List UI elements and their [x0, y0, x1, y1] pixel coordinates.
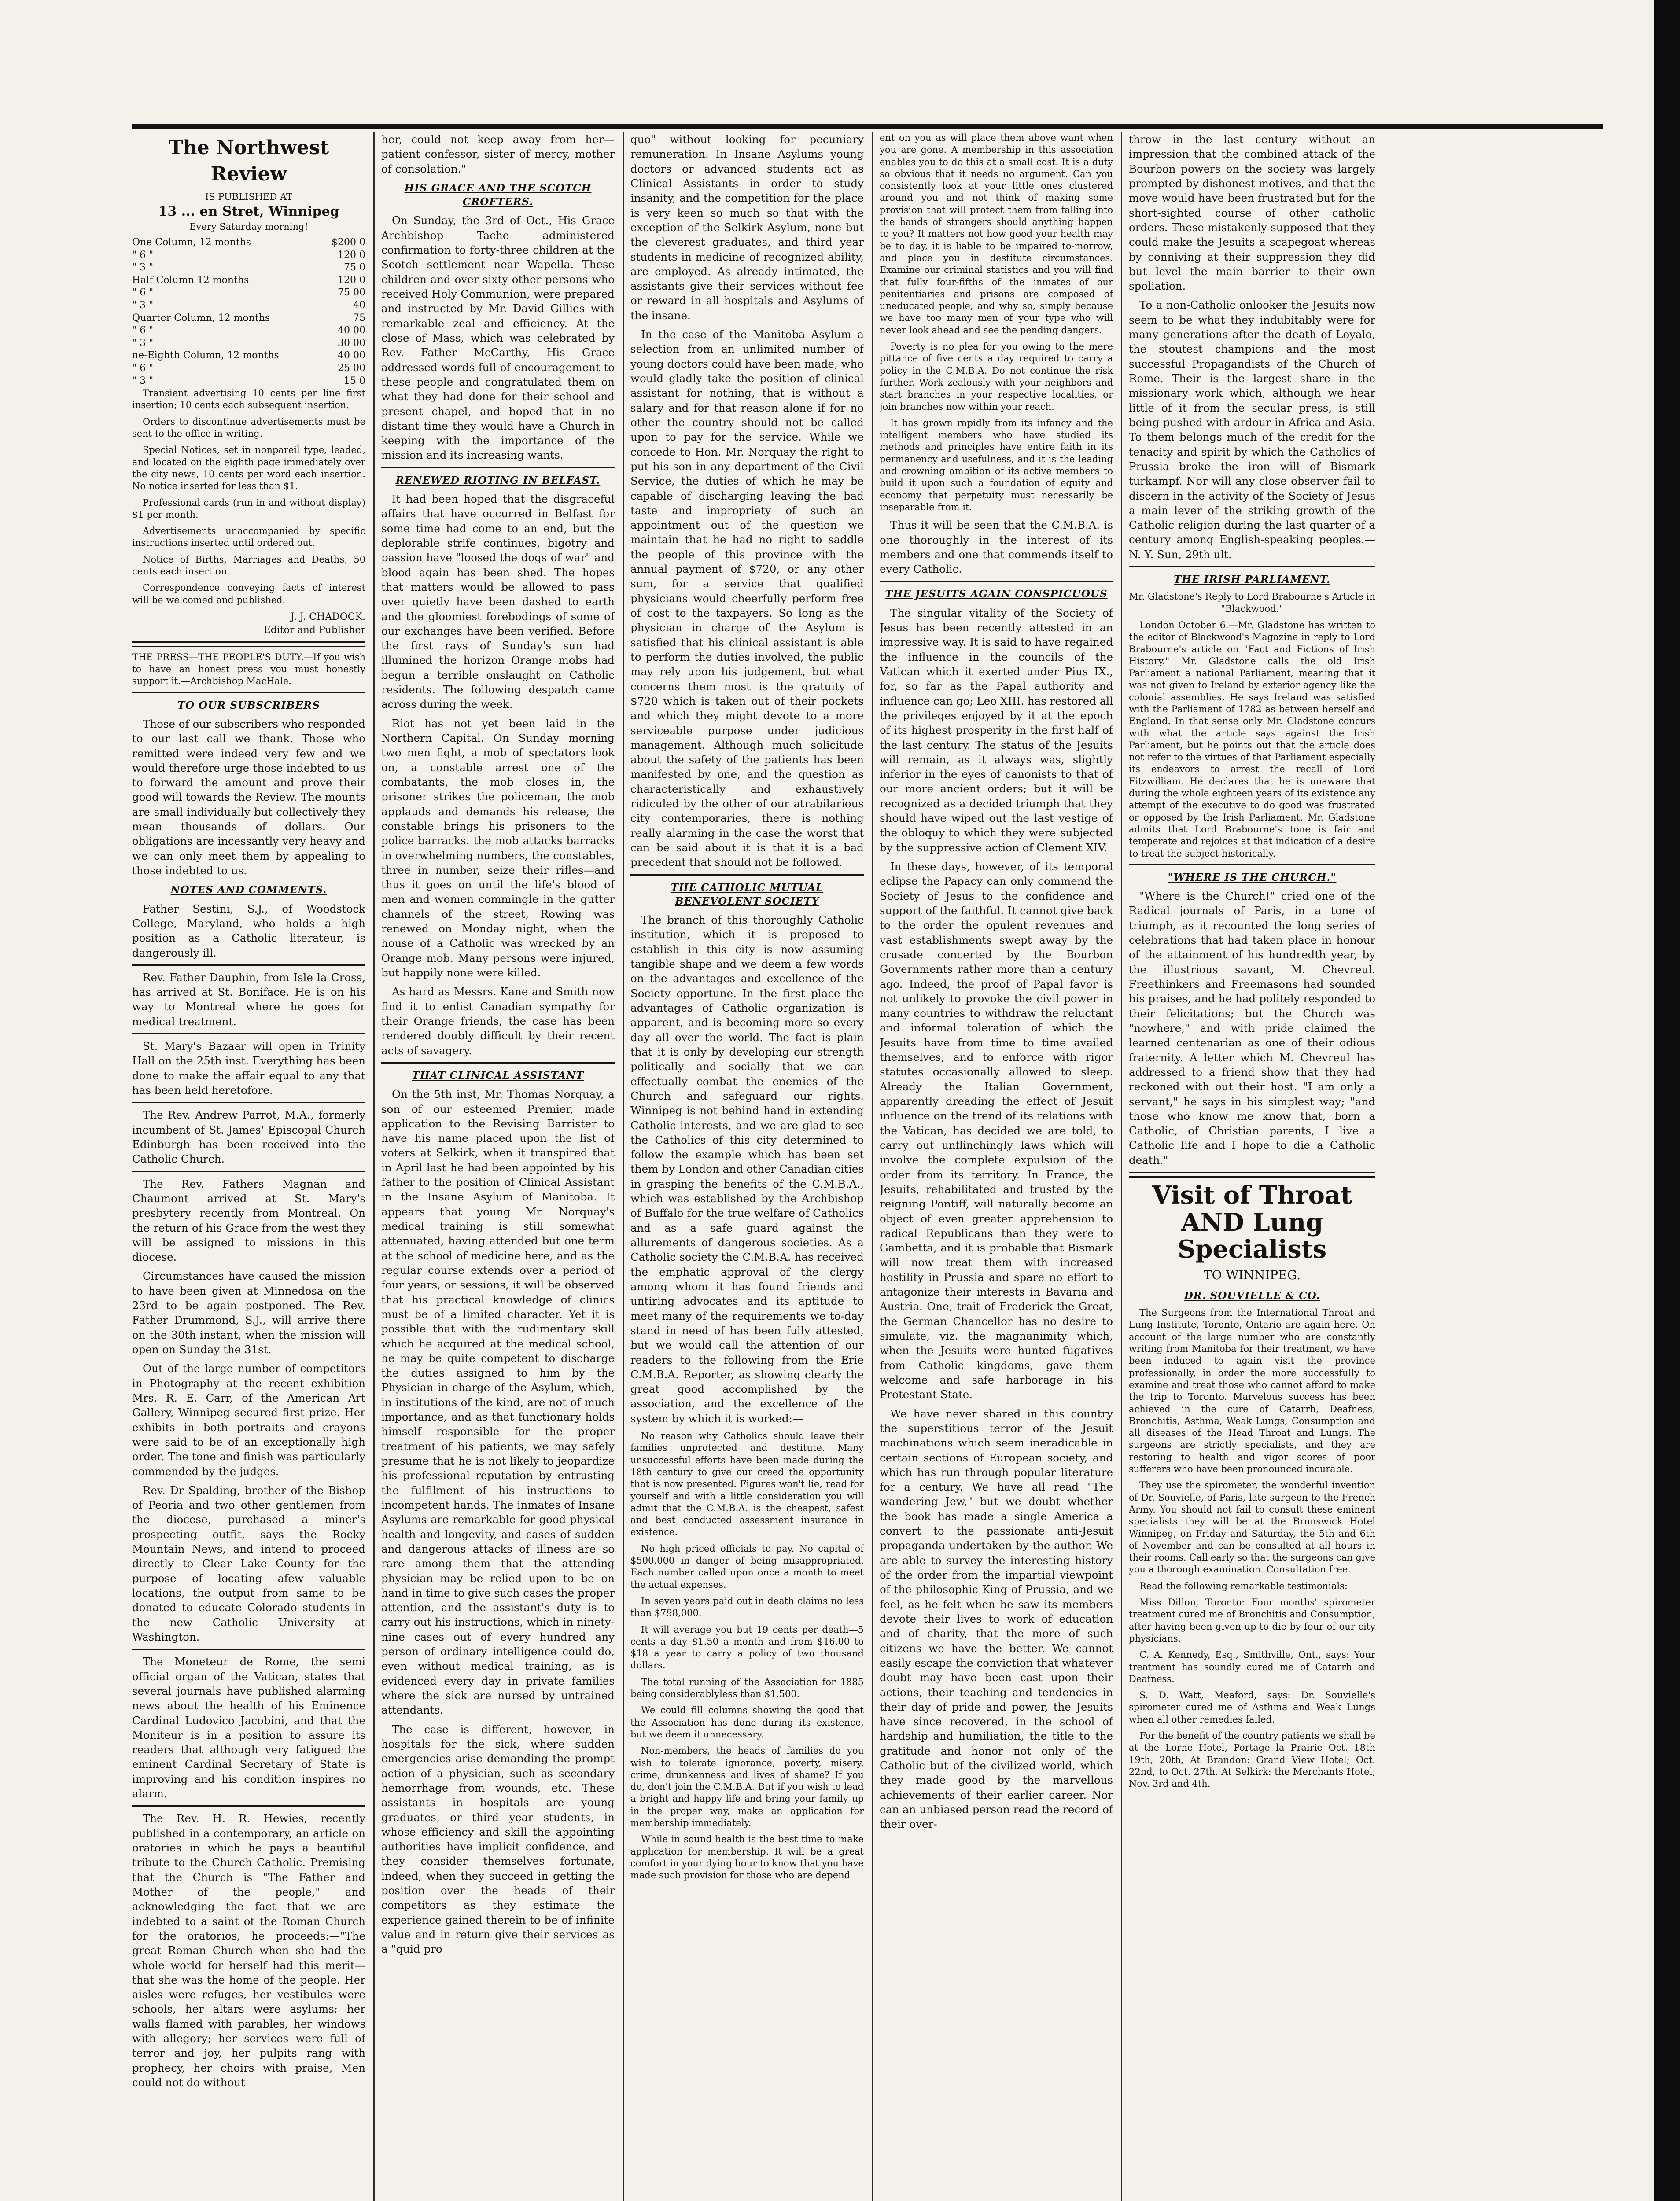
column-rule: [1121, 132, 1122, 2201]
advertisement-subtitle: TO WINNIPEG.: [1204, 1267, 1301, 1282]
divider: [1129, 864, 1375, 865]
article-paragraph: her, could not keep away from her—patient confessor, sister of mercy, mother of consolation.": [381, 133, 615, 175]
article-paragraph: London October 6.—Mr. Gladstone has written to the editor of Blackwood's Magazine in reply to Lord Brabourne's article on "Fact and Fictions of Irish History." Mr. Gladstone calls the old Irish Parliament a national Parliament, meaning that it was not given to Ireland by exterior agency like the colonial assemblies. He says Ireland was satisfied with the Parliament of 1782 as between herself and England. In that sense only Mr. Gladstone concurs with what the article says against the Irish Parliament, but he points out that the article does not refer to the virtues of that Parliament especially its endeavors to arrest the recall of Lord Fitzwilliam. He declares that he is unaware that during the whole eighteen years of its existence any attempt of the executive to do good was frustrated or opposed by the Irish Parliament. Mr. Gladstone admits that Lord Brabourne's tone is fair and temperate and rejoices at that indication of a desire to treat the subject historically.: [1129, 619, 1375, 859]
advertisement-paragraph: The Surgeons from the International Throat and Lung Institute, Toronto, Ontario are again here. On account of the large number who are constantly writing from Manitoba for their treatment, we have been induced to again visit the province professionally, in order the more successfully to examine and treat those who cannot afford to make the trip to Toronto. Marvelous success has been achieved in the cure of Catarrh, Deafness, Bronchitis, Asthma, Weak Lungs, Consumption and all diseases of the Head Throat and Lungs. The surgeons are strictly specialists, and they are restoring to health and vigor scores of poor sufferers who have been pronounced incurable.: [1129, 1307, 1375, 1475]
column-5: [1129, 132, 1375, 2201]
article-paragraph: In these days, however, of its temporal eclipse the Papacy can only commend the Society of Jesus to the confidence and support of the faithful. It cannot give back to the order the opulent revenues and vast establishments swept away by the crusade concerted by the Bourbon Governments rather more than a century ago. Indeed, the proof of Papal favor is not unlikely to provoke the civil power in many countries to withdraw the reluctant and informal toleration of which the Jesuits have from time to time availed themselves, and to enforce with rigor statutes occasionally allowed to sleep. Already the Italian Government, apparently dreading the effect of Jesuit influence on the trend of its relations with the Vatican, has decided we are told, to carry out unflinchingly laws which will involve the complete expulsion of the order from its territory. In France, the Jesuits, rehabilitated and trusted by the reigning Pontiff, will naturally become an object of even greater apprehension to radical Republicans than they were to Gambetta, and it is probable that Bismark will now treat them with increased hostility in Prussia and spare no effort to antagonize their interests in Bavaria and Austria. One, trait of Frederick the Great, the German Chancellor has no desire to simulate, viz. the magnanimity which, when the Jesuits were hunted fugatives from Catholic kingdoms, gave them welcome and safe harborage in his Protestant State.: [880, 860, 1113, 1401]
section-heading: THE IRISH PARLIAMENT.: [1174, 574, 1330, 586]
advertisement-title: Visit of Throat AND Lung Specialists: [1152, 1181, 1352, 1264]
rate-row: Half Column 12 months 120 0: [132, 274, 365, 286]
scan-edge: [1654, 0, 1680, 2201]
article-paragraph: quo" without looking for pecuniary remuneration. In Insane Asylums young doctors or advanced students act as Clinical Assistants in order to study insanity, and the competition for the place is very keen so much so that with the exception of the Selkirk Asylum, none but the cleverest graduates, and third year students in medicine of recognized ability, are employed. As already intimated, the assistants give their services without fee or reward in all hospitals and Asylums of the insane.: [630, 133, 864, 322]
advertisement-paragraph: C. A. Kennedy, Esq., Smithville, Ont., says: Your treatment has soundly cured me of Catarrh and Deafness.: [1129, 1649, 1375, 1684]
article-paragraph: Thus it will be seen that the C.M.B.A. is one thoroughly in the interest of its members and one that commends itself to every Catholic.: [880, 519, 1113, 576]
rate-table: [132, 236, 365, 387]
article-paragraph: The case is different, however, in hospitals for the sick, where sudden emergencies arise demanding the prompt action of a physician, such as secondary hemorrhage from wounds, etc. These assistants in hospitals are young graduates, or third year students, in whose efficiency and skill the appointing authorities have implicit confidence, and they consider themselves fortunate, indeed, when they succeed in getting the position over the heads of their competitors as they estimate the experience gained therein to be of infinite value and in return give their services as a "quid pro: [381, 1723, 615, 1956]
advertisement-paragraph: Read the following remarkable testimonials:: [1139, 1580, 1348, 1591]
section-heading: "WHERE IS THE CHURCH.": [1168, 871, 1337, 883]
article-paragraph: As hard as Messrs. Kane and Smith now find it to enlist Canadian sympathy for their Orange friends, the case has been rendered doubly difficult by their recent acts of savagery.: [381, 985, 615, 1057]
advertisement-paragraph: For the benefit of the country patients we shall be at the Lorne Hotel, Portage la Prairie Oct. 18th 19th, 20th, At Brandon: Grand View Hotel; Oct. 22nd, to Oct. 27th. At Selkirk: the Merchants Hotel, Nov. 3rd and 4th.: [1129, 1730, 1375, 1789]
note-item: The Rev. Fathers Magnan and Chaumont arrived at St. Mary's presbytery recently from Montreal. On the return of his Grace from the west they will be assigned to missions in this diocese.: [132, 1177, 365, 1264]
column-1: [132, 132, 365, 2201]
note-item: St. Mary's Bazaar will open in Trinity Hall on the 25th inst. Everything has been done to make the affair equal to any that has been held heretofore.: [132, 1040, 365, 1097]
section-heading: RENEWED RIOTING IN BELFAST.: [395, 474, 601, 486]
article-paragraph: Non-members, the heads of families do you wish to tolerate ignorance, poverty, misery, crime, drunkenness and lives of shame? If you do, don't join the C.M.B.A. But if you wish to lead a bright and happy life and bring your family up in the proper way, make an application for membership immediately.: [630, 1745, 864, 1828]
article-paragraph: "Where is the Church!" cried one of the Radical journals of Paris, in a tone of triumph, as it recounted the long series of celebrations that had taken place in honour of the attainment of his hundredth year, by the illustrious savant, M. Chevreul. Freethinkers and Freemasons had sounded his praises, and he had politely responded to their felicitations; but the Church was "nowhere," and with pride claimed the learned centenarian as one of their odious fraternity. A letter which M. Chevreul has addressed to a friend show that they had reckoned with out their host. "I am only a servant," he says in his simplest way; "and those who know me know that, born a Catholic, of Christian parents, I live a Catholic life and I hope to die a Catholic death.": [1129, 890, 1375, 1167]
notice: Correspondence conveying facts of interest will be welcomed and published.: [132, 582, 365, 605]
divider: [880, 581, 1113, 582]
note-item: Father Sestini, S.J., of Woodstock College, Maryland, who holds a high position as a Catholic literateur, is dangerously ill.: [132, 902, 365, 959]
divider: [132, 964, 365, 966]
article-paragraph: ent on you as will place them above want when you are gone. A membership in this association enables you to do this at a small cost. It is a duty so obvious that it needs no argument. Can you consistently look at your little ones clustered around you and not think of making some provision that will protect them from falling into the hands of strangers should anything happen to you? It matters not how good your health may be to day, it is liable to be impaired to-morrow, and place you in destitute circumstances. Examine our criminal statistics and you will find that fully four-fifths of the inmates of our penitentiaries and prisons are composed of uneducated people, and why so, simply because we have too many men of your type who will never look ahead and see the pending dangers.: [880, 133, 1113, 335]
rate-row: " 3 " 15 0: [132, 375, 365, 386]
section-heading: THE JESUITS AGAIN CONSPICUOUS: [885, 588, 1108, 600]
rate-row: " 6 " 40 00: [132, 325, 365, 336]
column-3: [630, 132, 864, 2201]
rate-row: " 3 " 75 0: [132, 262, 365, 273]
divider: [381, 467, 615, 468]
note-item: The Rev. Andrew Parrot, M.A., formerly incumbent of St. James' Episcopal Church Edinburgh has been received into the Catholic Church.: [132, 1108, 365, 1166]
masthead-schedule: Every Saturday morning!: [189, 221, 308, 232]
article-paragraph: It had been hoped that the disgraceful affairs that have occurred in Belfast for some time had come to an end, but the deplorable strife continues, bigotry and passion have "loosed the dogs of war" and blood again has been shed. The hopes that matters would be allowed to pass over quietly have been dashed to earth and the gloomiest forebodings of some of our exchanges have been verified. Before the first rays of Sunday's sun had illumined the horizon Orange mobs had begun a terrible onslaught on Catholic residents. The following despatch came across during the week.: [381, 493, 615, 711]
article-subheading: Mr. Gladstone's Reply to Lord Brabourne's Article in "Blackwood.": [1129, 591, 1375, 614]
rate-row: " 6 " 25 00: [132, 362, 365, 374]
column-2: [381, 132, 615, 2201]
masthead-published: IS PUBLISHED AT: [205, 191, 293, 202]
rate-row: ne-Eighth Column, 12 months 40 00: [132, 350, 365, 361]
divider: [630, 874, 864, 876]
article-paragraph: It has grown rapidly from its infancy and the intelligent members who have studied its methods and principles have entire faith in its permanency and usefulness, and it is the leading and crowning ambition of its active members to build it upon such a foundation of equity and economy that perpetuity must necessarily be inseparable from it.: [880, 417, 1113, 512]
article-paragraph: No reason why Catholics should leave their families unprotected and destitute. Many unsuccessful efforts have been made during the 18th century to give our creed the opportunity that is now presented. Figures won't lie, read for yourself and with a little consideration you will admit that the C.M.B.A. is the cheapest, safest and best conducted assessment insurance in existence.: [630, 1431, 864, 1538]
article-paragraph: We could fill columns showing the good that the Association has done during its existence, but we deem it unnecessary.: [630, 1705, 864, 1740]
article-paragraph: On Sunday, the 3rd of Oct., His Grace Archbishop Tache administered confirmation to forty-three children at the Scotch settlement near Wapella. These children and over sixty other persons who received Holy Communion, were prepared and instructed by Mr. David Gillies with remarkable zeal and efficiency. At the close of Mass, which was celebrated by Rev. Father McCarthy, His Grace addressed words full of encouragement to these people and congratulated them on what they had done for their school and present chapel, and hoped that in no distant time they would have a Church in keeping with the importance of the mission and its increasing wants.: [381, 214, 615, 462]
article-paragraph: No high priced officials to pay. No capital of $500,000 in danger of being misappropriated. Each number called upon once a month to meet the actual expenses.: [630, 1543, 864, 1590]
notice: Transient advertising 10 cents per line first insertion; 10 cents each subsequent insertion.: [132, 388, 365, 411]
note-item: The Moneteur de Rome, the semi official organ of the Vatican, states that several journals have published alarming news about the health of his Eminence Cardinal Ludovico Jacobini, and that the Moniteur is in a position to assure its readers that although very fatigued the eminent Cardinal Secretary of State is improving and his condition inspires no alarm.: [132, 1655, 365, 1800]
article-paragraph: Riot has not yet been laid in the Northern Capital. On Sunday morning two men fight, a mob of spectators look on, a constable arrest one of the combatants, the mob closes in, the prisoner strikes the policeman, the mob applauds and demands his release, the constable brings his prisoners to the police barracks. the mob attacks barracks in overwhelming numbers, the constables, three in number, seize their rifles—and thus it goes on until the life's blood of men and women commingle in the gutter channels of the street, Rowing was renewed on Monday night, when the house of a Catholic was wrecked by an Orange mob. Many persons were injured, but happily none were killed.: [381, 717, 615, 979]
newspaper-page: [132, 132, 1603, 2201]
publisher-name: J. J. CHADOCK.: [290, 611, 365, 622]
section-heading: HIS GRACE AND THE SCOTCH CROFTERS.: [404, 182, 592, 208]
article-paragraph: It will average you but 19 cents per death—5 cents a day $1.50 a month and from $16.00 to $18 a year to carry a policy of two thousand dollars.: [630, 1624, 864, 1671]
article-paragraph: In the case of the Manitoba Asylum a selection from an unlimited number of young doctors could have been made, who would gladly take the position of clinical assistant for nothing, that is without a salary and for that reason alone if for no other the country should not be called upon to pay for the service. While we concede to Hon. Mr. Norquay the right to put his son in any department of the Civil Service, the duties of which he may be capable of discharging leaving the bad taste and impropriety of such an appointment out of the question we maintain that he had no right to saddle the people of this province with the annual payment of $720, or any other sum, for a service that qualified physicians would cheerfully perform free of cost to the taxpayers. So long as the physician in charge of the Asylum is satisfied that his clinical assistant is able to perform the duties involved, the public may rely upon his judgement, but what concerns them most is the gratuity of $720 which is taken out of their pockets and which they might devote to a more serviceable purpose under judicious management. Although much solicitude about the safety of the patients has been manifested by one, and the question as characteristically and exhaustively ridiculed by the other of our atrabilarious city contemporaries, there is nothing really alarming in the case the worst that can be said about it is that it is a bad precedent that should not be followed.: [630, 328, 864, 869]
divider: [132, 1102, 365, 1103]
notice: Special Notices, set in nonpareil type, leaded, and located on the eighth page immediately over the city news, 10 cents per word each insertion. No notice inserted for less than $1.: [132, 445, 365, 492]
notice: Notice of Births, Marriages and Deaths, 50 cents each insertion.: [132, 554, 365, 577]
publisher-role: Editor and Publisher: [263, 624, 365, 636]
note-item: Out of the large number of competitors in Photography at the recent exhibition Mrs. R. E. Carr, of the American Art Gallery, Winnipeg secured first prize. Her exhibits in both portraits and crayons were said to be of an exceptionally high order. The tone and finish was particularly commended by the judges.: [132, 1362, 365, 1478]
note-item: Rev. Dr Spalding, brother of the Bishop of Peoria and two other gentlemen from the diocese, purchased a miner's prospecting outfit, says the Rocky Mountain News, and intend to proceed directly to Clear Lake County for the purpose of locating afew valuable locations, the output from same to be donated to educate Colorado students in the new Catholic University at Washington.: [132, 1483, 365, 1643]
divider: [132, 1805, 365, 1807]
column-4: [880, 132, 1113, 2201]
rate-row: " 6 " 75 00: [132, 287, 365, 298]
masthead-title: The Northwest Review: [168, 136, 329, 185]
top-rule: [132, 124, 1603, 129]
notice: Advertisements unaccompanied by specific instructions inserted until ordered out.: [132, 526, 365, 548]
divider: [132, 1033, 365, 1034]
divider: [132, 692, 365, 693]
rate-row: " 6 " 120 0: [132, 249, 365, 261]
article-paragraph: throw in the last century without an impression that the combined attack of the Bourbon powers on the society was largely prompted by dishonest motives, and that the move would have been frustrated but for the short-sighted course of other catholic orders. These mistakenly supposed that they could make the Jesuits a scapegoat whereas by conniving at their suppression they did but level the main barrier to their own spoliation.: [1129, 133, 1375, 293]
column-rule: [623, 132, 624, 2201]
section-heading: NOTES AND COMMENTS.: [170, 884, 327, 896]
note-item: The Rev. H. R. Hewies, recently published in a contemporary, an article on oratories in which he pays a beautiful tribute to the Church Catholic. Premising that the Church is "The Father and Mother of the people," and acknowledging the fact that we are indebted to a saint ot the Roman Church for the oratorios, he proceeds:—"The great Roman Church when she had the whole world for herself had this merit—that she was the home of the people. Her aisles were refuges, her vestibules were schools, her altars were asylums; her walls flamed with parables, her windows with allegory; her services were full of terror and joy, her pulpits rang with prophecy, her choirs with praise, Men could not do without: [132, 1812, 365, 2089]
article-paragraph: Poverty is no plea for you owing to the mere pittance of five cents a day required to carry a policy in the C.M.B.A. Do not continue the risk further. Work zealously with your neighbors and start branches in your respective localities, or join branches now within your reach.: [880, 341, 1113, 412]
rate-row: " 3 " 30 00: [132, 337, 365, 349]
article-paragraph: While in sound health is the best time to make application for membership. It will be a great comfort in your dying hour to know that you have made such provision for those who are depend: [630, 1834, 864, 1881]
article-paragraph: In seven years paid out in death claims no less than $798,000.: [630, 1595, 864, 1619]
advertisement-paragraph: They use the spirometer, the wonderful invention of Dr. Souvielle, of Paris, late surgeon to the French Army. You should not fail to consult these eminent specialists they will be at the Brunswick Hotel Winnipeg, on Friday and Saturday, the 5th and 6th of November and can be consulted at all hours in their rooms. Call early so that the surgeons can give you a thorough examination. Consultation free.: [1129, 1480, 1375, 1575]
note-item: Circumstances have caused the mission to have been given at Minnedosa on the 23rd to be again postponed. The Rev. Father Drummond, S.J., will arrive there on the 30th instant, when the mission will open on Sunday the 31st.: [132, 1270, 365, 1356]
section-heading: TO OUR SUBSCRIBERS: [177, 699, 320, 711]
article-paragraph: We have never shared in this country the superstitious terror of the Jesuit machinations which seem ineradicable in certain sections of European society, and which has run through popular literature for a century. We have all read "The wandering Jew," but we doubt whether the book has made a single America a convert to the passionate anti-Jesuit propaganda undertaken by the author. We are able to survey the interesting history of the order from the impartial viewpoint of the philosophic King of Prussia, and we feel, as he felt when he saw its members devote their lives to work of education and of charity, that the more of such citizens we have the better. We cannot easily escape the conviction that whatever doubt may have been cast upon their actions, their teaching and tendencies in their day of pride and power, the Jesuits have since recovered, in the school of hardship and humiliation, the title to the gratitude and honor not only of the Catholic but of the civilized world, which they made good by the marvellous achievements of their earlier career. Nor can an unbiased person read the record of their over-: [880, 1407, 1113, 1831]
article-paragraph: Those of our subscribers who responded to our last call we thank. Those who remitted were indeed very few and we would therefore urge those indebted to us to forward the amount and prove their good will towards the Review. The mounts are small individually but collectively they mean thousands of dollars. Our obligations are incessantly very heavy and we can only meet them by appealing to those indebted to us.: [132, 717, 365, 877]
rate-row: Quarter Column, 12 months 75: [132, 312, 365, 324]
advertisement-paragraph: Miss Dillon, Toronto: Four months' spirometer treatment cured me of Bronchitis and Consumption, after having been given up to die by four of our city physicians.: [1129, 1597, 1375, 1644]
advertisement-paragraph: S. D. Watt, Meaford, says: Dr. Souvielle's spirometer cured me of Asthma and Weak Lungs when all other remedies failed.: [1129, 1690, 1375, 1725]
divider: [381, 1062, 615, 1064]
notice: Professional cards (run in and without display) $1 per month.: [132, 497, 365, 520]
masthead-address: 13 ... en Stret, Winnipeg: [158, 203, 339, 219]
divider: [132, 1649, 365, 1650]
divider: [132, 1171, 365, 1172]
article-paragraph: To a non-Catholic onlooker the Jesuits now seem to be what they indubitably were for many generations after the death of Loyalo, the stoutest champions and the most successful Propagandists of the Church of Rome. Their is the largest share in the missionary work which, although we hear little of it from the secular press, is still being pushed with ardour in Africa and Asia. To them belongs much of the credit for the tenacity and spirit by which the Catholics of Prussia broke the iron will of Bismark turkampf. Nor will any close observer fail to discern in the activity of the Society of Jesus a main lever of the striking growth of the Catholic religion during the last quarter of a century among English-speaking peoples.—N. Y. Sun, 29th ult.: [1129, 298, 1375, 561]
rate-row: One Column, 12 months $200 0: [132, 237, 365, 248]
notice: Orders to discontinue advertisements must be sent to the office in writing.: [132, 416, 365, 439]
rate-row: " 3 " 40: [132, 300, 365, 311]
section-heading: THE CATHOLIC MUTUAL BENEVOLENT SOCIETY: [671, 881, 824, 907]
column-rule: [872, 132, 873, 2201]
article-paragraph: The branch of this thoroughly Catholic institution, which it is proposed to establish in this city is now assuming tangible shape and we deem a few words on the advantages and excellence of the Society opportune. In the first place the advantages of Catholic organization is apparent, and is becoming more so every day all over the world. The fact is plain that it is only by developing our strength politically and socially that we can effectually combat the enemies of the Church and safeguard our rights. Winnipeg is not behind hand in extending Catholic interests, and we are glad to see the Catholics of this city determined to follow the example which has been set them by London and other Canadian cities in grasping the benefits of the C.M.B.A., which was established by the Archbishop of Buffalo for the true welfare of Catholics and as a safe guard against the allurements of dangerous societies. As a Catholic society the C.M.B.A. has received the emphatic approval of the clergy among whom it has found friends and untiring advocates and its aptitude to meet many of the requirements we to-day stand in need of has been fully attested, but we would call the attention of our readers to the following from the Erie C.M.B.A. Reporter, as showing clearly the great good accomplished by the association, and the excellence of the system by which it is worked:—: [630, 913, 864, 1425]
article-paragraph: On the 5th inst, Mr. Thomas Norquay, a son of our esteemed Premier, made application to the Revising Barrister to have his name placed upon the list of voters at Selkirk, when it transpired that in April last he had been appointed by his father to the position of Clinical Assistant in the Insane Asylum of Manitoba. It appears that young Mr. Norquay's medical training is still somewhat attenuated, having attended but one term at the school of medicine here, and as the regular course extends over a period of four years, or sessions, it will be observed that his practical knowledge of clinics must be of a limited character. Yet it is possible that with the rudimentary skill which he acquired at the medical school, he may be quite competent to discharge the duties assigned to him by the Physician in charge of the Asylum, which, in institutions of the kind, are not of much importance, and as that functionary holds himself responsible for the proper treatment of his patients, we may safely presume that he is not likely to jeopardize his professional reputation by entrusting the fulfilment of his instructions to incompetent hands. The inmates of Insane Asylums are remarkable for good physical health and longevity, and cases of sudden and dangerous attacks of illness are so rare among them that the attending physician may be relied upon to be on hand in time to give such cases the proper attention, and the assistant's duty is to carry out his instructions, which in ninety-nine cases out of every hundred any person of ordinary intelligence could do, even without medical training, as is evidenced every day in private families where the sick are nursed by untrained attendants.: [381, 1088, 615, 1717]
advertisement-firm: DR. SOUVIELLE & CO.: [1184, 1289, 1320, 1302]
divider: [1129, 566, 1375, 567]
column-rule: [373, 132, 375, 2201]
article-paragraph: The total running of the Association for 1885 being considerablyless than $1,500.: [630, 1676, 864, 1700]
press-motto: THE PRESS—THE PEOPLE'S DUTY.—If you wish to have an honest press you must honestly support it.—Archbishop MacHale.: [132, 651, 365, 687]
section-heading: THAT CLINICAL ASSISTANT: [412, 1069, 584, 1082]
divider: [132, 641, 365, 647]
note-item: Rev. Father Dauphin, from Isle la Cross, has arrived at St. Boniface. He is on his way to Montreal where he goes for medical treatment.: [132, 971, 365, 1028]
divider: [1129, 1172, 1375, 1178]
article-paragraph: The singular vitality of the Society of Jesus has been recently attested in an impressive way. It is said to have regained the influence in the councils of the Vatican which it exerted under Pius IX., for, so far as the Papal authority and influence can go; Leo XIII. has restored all the privileges enjoyed by it at the epoch of its highest prosperity in the first half of the last century. The status of the Jesuits will remain, as it always was, slightly inferior in the eyes of canonists to that of our more ancient orders; but it will be recognized as a decided triumph that they should have wiped out the last vestige of the obloquy to which they were subjected by the suppressive action of Clement XIV.: [880, 606, 1113, 854]
